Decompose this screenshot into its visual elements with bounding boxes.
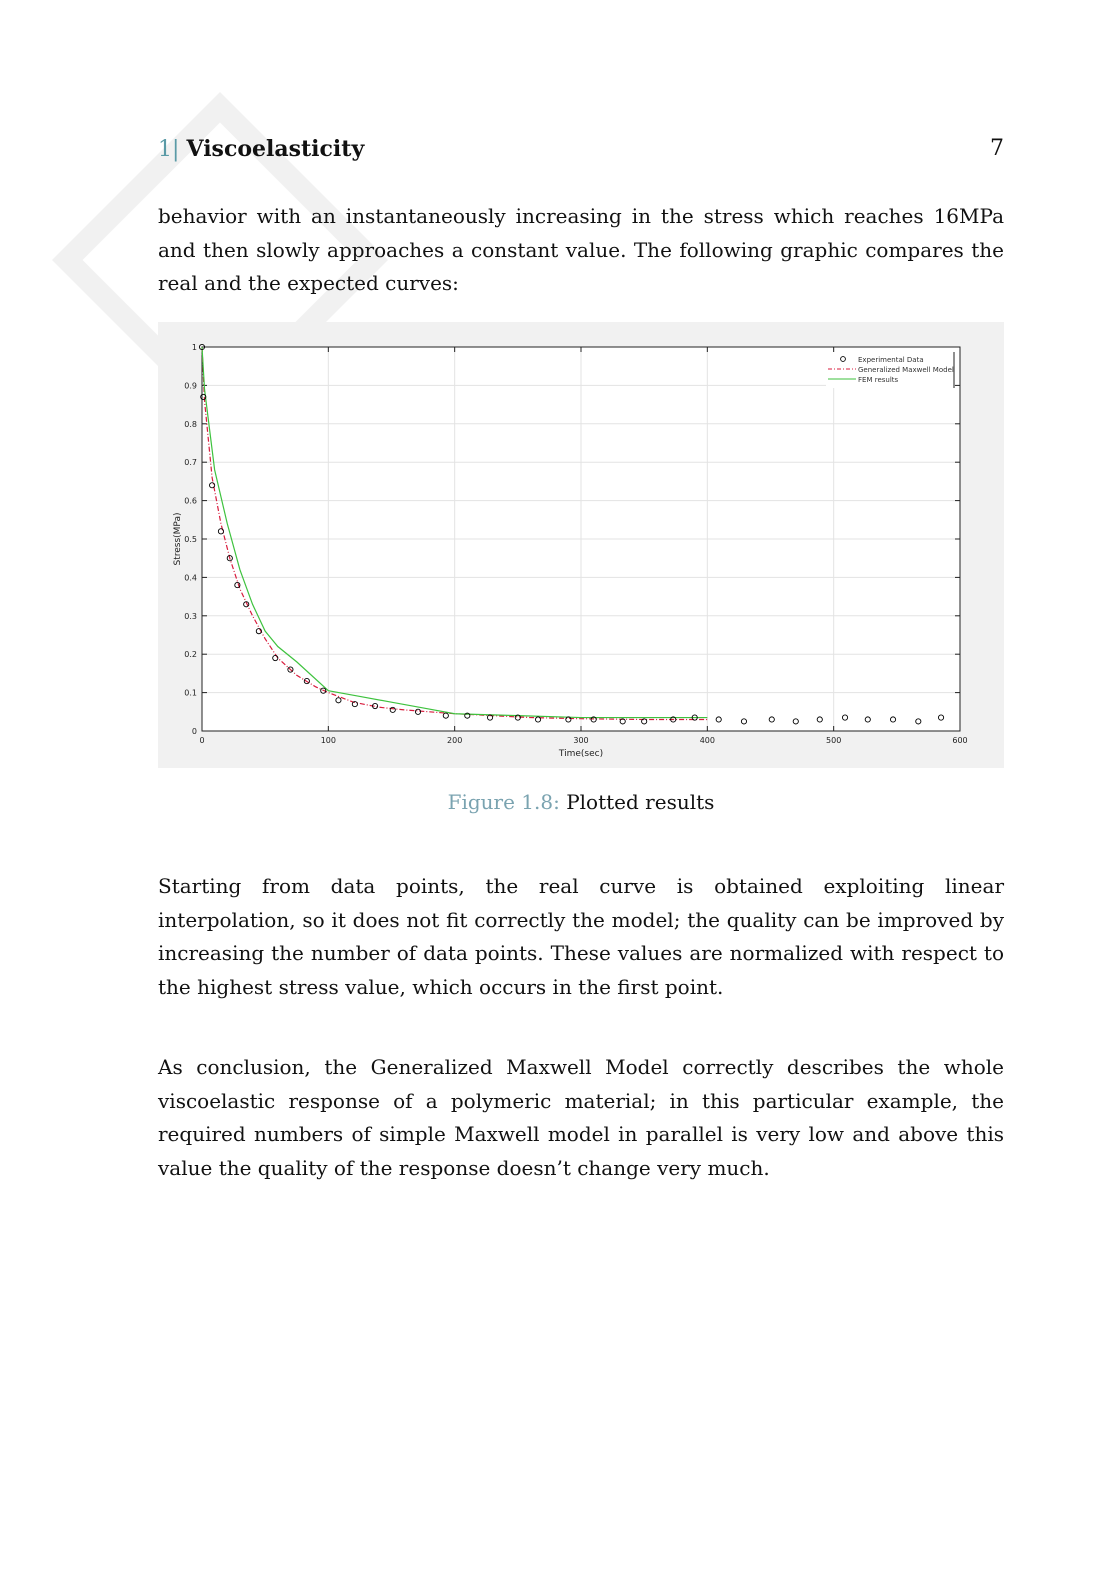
x-tick-label: 400 [699, 736, 715, 745]
y-tick-label: 0.2 [184, 650, 197, 660]
x-tick-label: 0 [199, 736, 205, 745]
y-tick-label: 0.8 [184, 419, 197, 429]
chapter-number: 1| [158, 137, 180, 162]
paragraph-conclusion: As conclusion, the Generalized Maxwell Model correctly describes the whole viscoelastic response of a polymeric material; in this particular example, the required numbers of simple Maxwell model in parallel is very low and above this value the quality of the response doesn’t change very much. [158, 1055, 1004, 1180]
figure-number: Figure 1.8: [447, 790, 560, 814]
figure-caption-text: Plotted results [566, 790, 715, 814]
x-tick-label: 100 [320, 736, 336, 745]
y-tick-label: 0.1 [184, 688, 197, 698]
y-tick-label: 0.7 [184, 458, 197, 468]
x-tick-label: 200 [447, 736, 463, 745]
y-tick-label: 0 [191, 727, 197, 736]
figure-plot [158, 322, 1004, 768]
x-axis-label: Time(sec) [558, 749, 604, 759]
y-axis-label: Stress(MPa) [173, 512, 183, 566]
chapter-title: Viscoelasticity [186, 136, 365, 162]
paragraph-interpolation: Starting from data points, the real curve is obtained exploiting linear interpolation, so it does not fit correctly the model; the quality can be improved by increasing the number of data points. These values are normalized with respect to the highest stress value, which occurs in the first point. [158, 874, 1004, 999]
intro-paragraph: behavior with an instantaneously increasing in the stress which reaches 16MPa and then slowly approaches a constant value. The following graphic compares the real and the expected curves: [158, 204, 1004, 295]
y-tick-label: 0.9 [184, 381, 197, 391]
figure-caption [158, 790, 1004, 814]
legend-label: Generalized Maxwell Model [858, 365, 954, 374]
x-tick-label: 500 [826, 736, 842, 745]
stress-relaxation-chart [158, 322, 1004, 768]
y-tick-label: 0.5 [184, 535, 197, 544]
x-tick-label: 300 [573, 736, 589, 745]
y-tick-label: 0.3 [184, 611, 197, 621]
y-tick-label: 1 [191, 343, 197, 352]
legend-label: Experimental Data [858, 355, 924, 364]
y-tick-label: 0.4 [184, 573, 197, 583]
page-number: 7 [990, 136, 1004, 161]
x-tick-label: 600 [952, 736, 968, 745]
y-tick-label: 0.6 [184, 496, 197, 506]
page-header [158, 136, 1004, 164]
legend-label: FEM results [858, 375, 899, 384]
